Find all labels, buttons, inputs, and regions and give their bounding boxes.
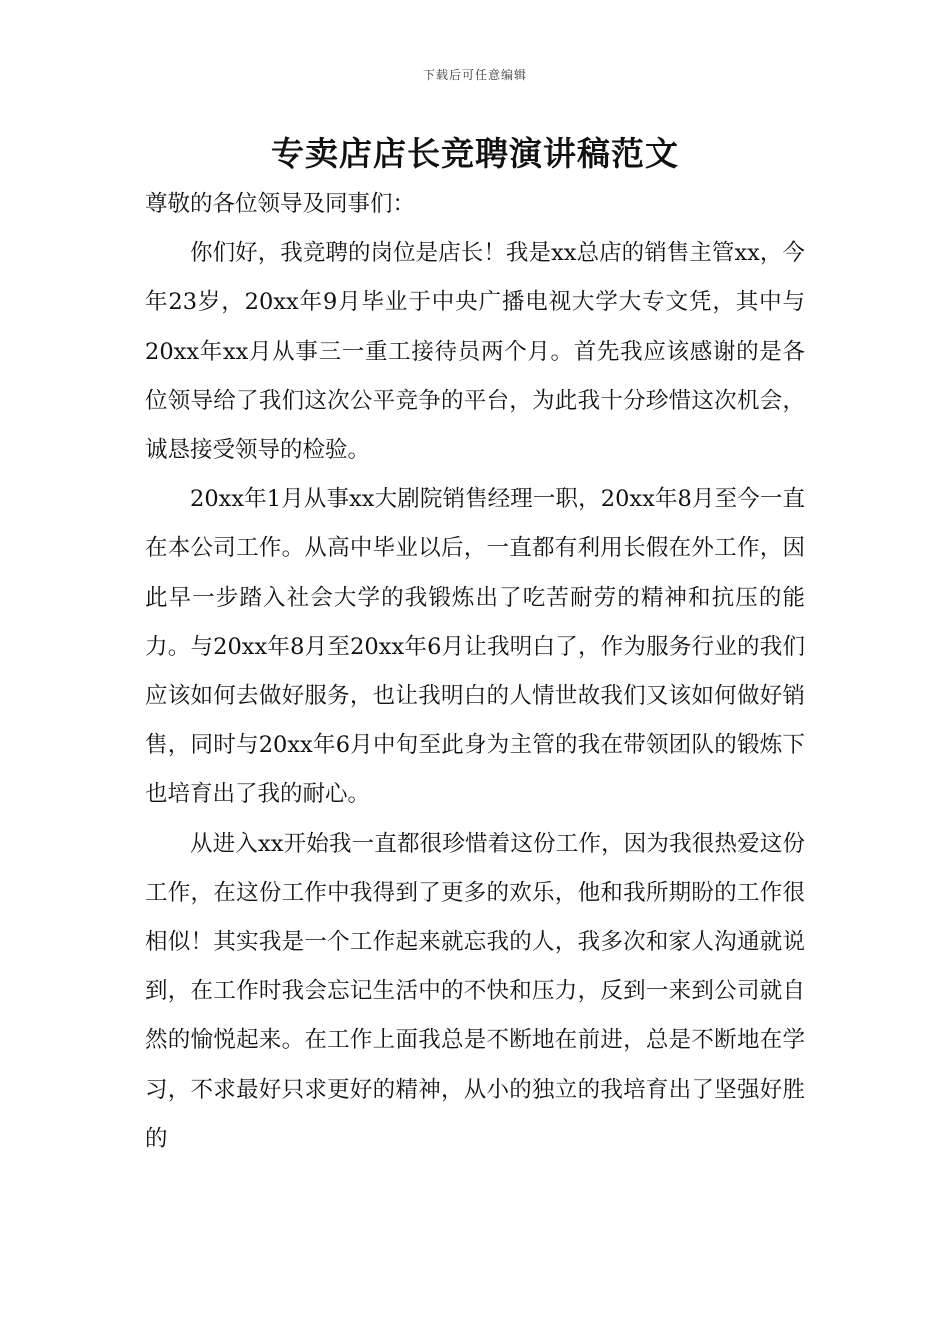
- salutation: 尊敬的各位领导及同事们：: [145, 191, 416, 217]
- document-body: [145, 180, 805, 1164]
- paragraph: 从进入xx开始我一直都很珍惜着这份工作，因为我很热爱这份工作，在这份工作中我得到了更多的欢乐，他和我所期盼的工作很相似！其实我是一个工作起来就忘我的人，我多次和家人沟通就说到，在工作时我会忘记生活中的不快和压力，反到一来到公司就自然的愉悦起来。在工作上面我总是不断地在前进，总是不断地在学习，不求最好只求更好的精神，从小的独立的我培育出了坚强好胜的: [145, 830, 805, 1152]
- paragraph: 你们好，我竞聘的岗位是店长！我是xx总店的销售主管xx，今年23岁，20xx年9月毕业于中央广播电视大学大专文凭，其中与20xx年xx月从事三一重工接待员两个月。首先我应该感谢的是各位领导给了我们这次公平竞争的平台，为此我十分珍惜这次机会，诚恳接受领导的检验。: [145, 240, 805, 464]
- header-note: 下载后可任意编辑: [422, 68, 527, 82]
- paragraph: 20xx年1月从事xx大剧院销售经理一职，20xx年8月至今一直在本公司工作。从高中毕业以后，一直都有利用长假在外工作，因此早一步踏入社会大学的我锻炼出了吃苦耐劳的精神和抗压的能力。与20xx年8月至20xx年6月让我明白了，作为服务行业的我们应该如何去做好服务，也让我明白的人情世故我们又该如何做好销售，同时与20xx年6月中旬至此身为主管的我在带领团队的锻炼下也培育出了我的耐心。: [145, 486, 805, 808]
- document-title: 专卖店店长竞聘演讲稿范文: [271, 134, 679, 173]
